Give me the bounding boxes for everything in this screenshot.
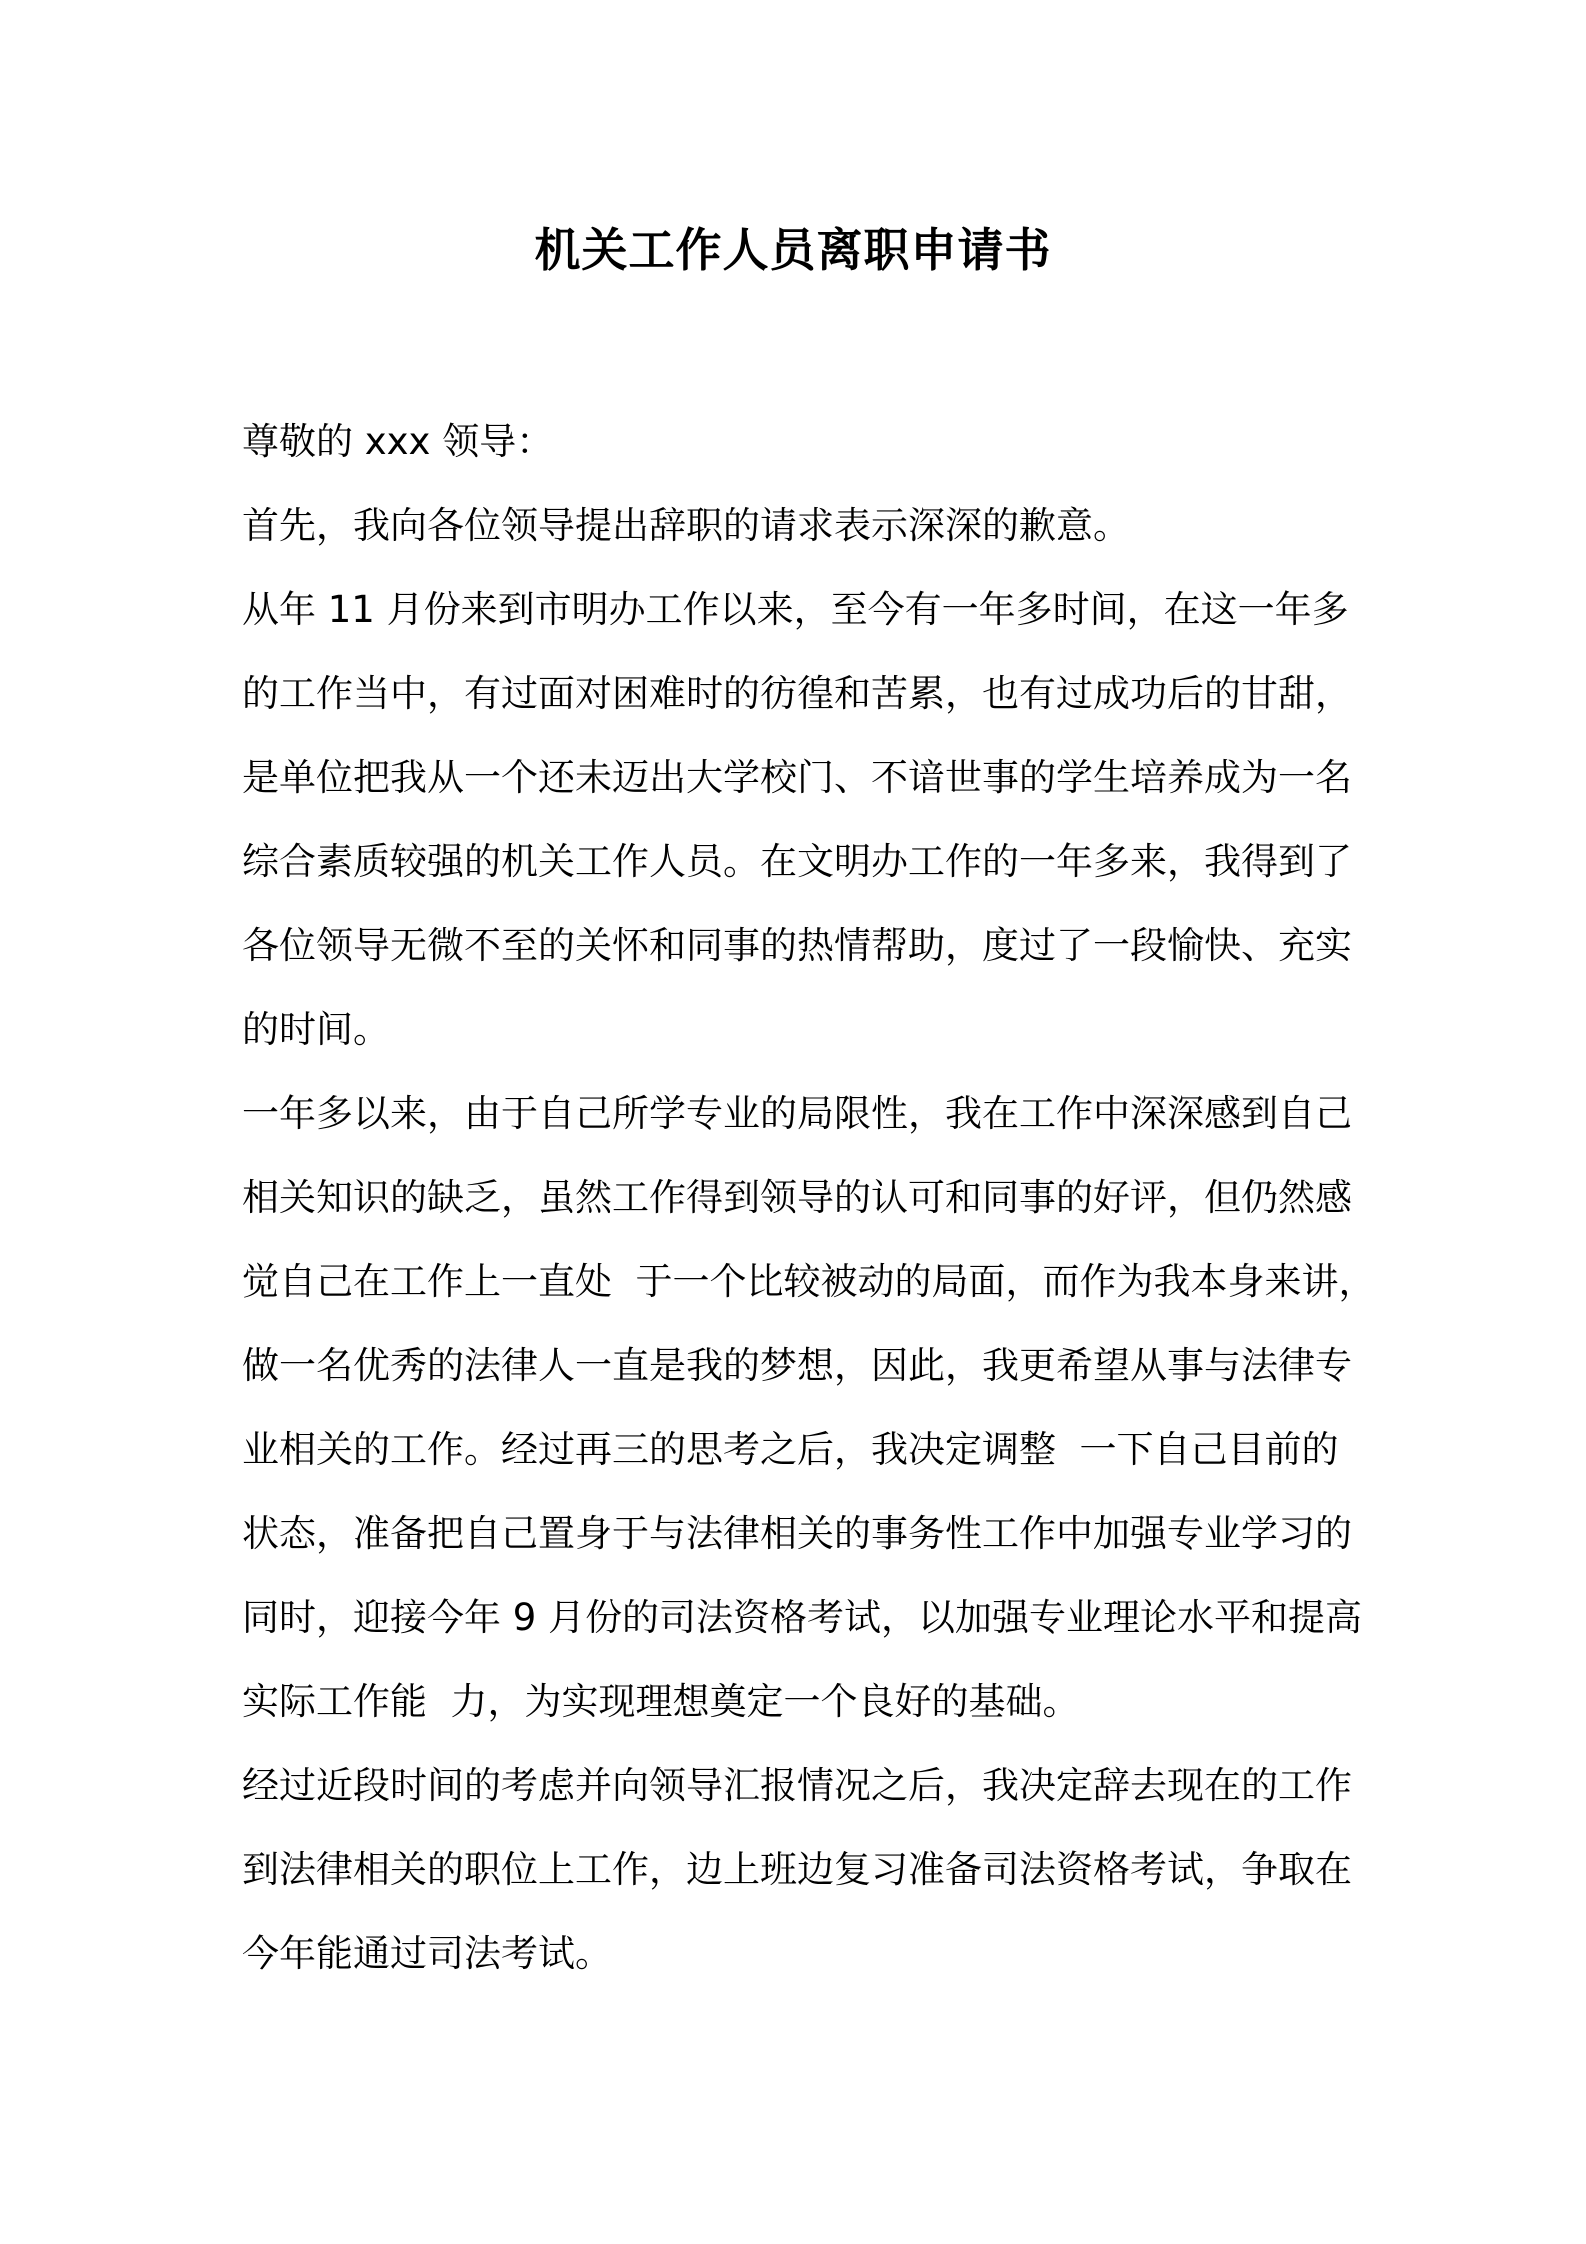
paragraph-line: 实际工作能 力，为实现理想奠定一个良好的基础。 [242,1680,1080,1723]
paragraph-line: 今年能通过司法考试。 [242,1932,612,1975]
salutation: 尊敬的 xxx 领导： [242,420,554,463]
paragraph-line: 从年 11 月份来到市明办工作以来，至今有一年多时间，在这一年多 [242,588,1349,631]
paragraph-line: 的时间。 [242,1008,390,1051]
paragraph-line: 经过近段时间的考虑并向领导汇报情况之后，我决定辞去现在的工作 [242,1764,1352,1807]
paragraph-line: 同时，迎接今年 9 月份的司法资格考试，以加强专业理论水平和提高 [242,1596,1363,1639]
paragraph-line: 的工作当中，有过面对困难时的彷徨和苦累，也有过成功后的甘甜， [242,672,1352,715]
paragraph-line: 是单位把我从一个还未迈出大学校门、不谙世事的学生培养成为一名 [242,756,1352,799]
paragraph-line: 到法律相关的职位上工作，边上班边复习准备司法资格考试，争取在 [242,1848,1352,1891]
paragraph-line: 觉自己在工作上一直处 于一个比较被动的局面，而作为我本身来讲， [242,1260,1376,1303]
paragraph-line: 综合素质较强的机关工作人员。在文明办工作的一年多来，我得到了 [242,840,1352,883]
paragraph-line: 一年多以来，由于自己所学专业的局限性，我在工作中深深感到自己 [242,1092,1352,1135]
paragraph-line: 相关知识的缺乏，虽然工作得到领导的认可和同事的好评，但仍然感 [242,1176,1352,1219]
paragraph-4 [242,1744,1362,1996]
paragraph-2 [242,568,1362,1072]
document-title: 机关工作人员离职申请书 [534,223,1052,277]
paragraph-line: 首先，我向各位领导提出辞职的请求表示深深的歉意。 [242,504,1130,547]
paragraph-1 [242,484,1362,568]
paragraph-line: 业相关的工作。经过再三的思考之后，我决定调整 一下自己目前的 [242,1428,1339,1471]
document-body [242,400,1376,1996]
paragraph-line: 做一名优秀的法律人一直是我的梦想，因此，我更希望从事与法律专 [242,1344,1352,1387]
paragraph-3 [242,1072,1376,1744]
paragraph-line: 各位领导无微不至的关怀和同事的热情帮助，度过了一段愉快、充实 [242,924,1352,967]
paragraph-line: 状态，准备把自己置身于与法律相关的事务性工作中加强专业学习的 [242,1512,1352,1555]
